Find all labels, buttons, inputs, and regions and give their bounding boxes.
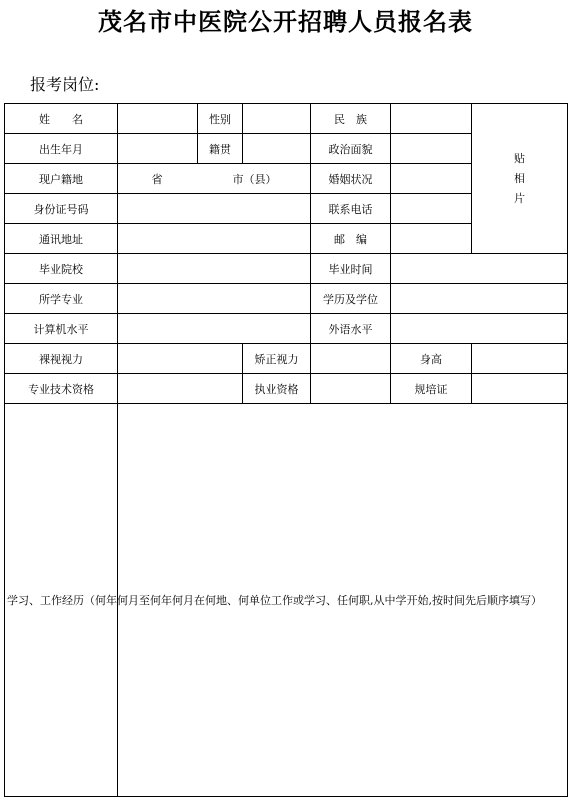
computer-field[interactable] <box>118 314 311 344</box>
gender-label: 性别 <box>198 104 243 134</box>
major-field[interactable] <box>118 284 311 314</box>
native-place-field[interactable] <box>243 134 311 164</box>
applied-position-label: 报考岗位: <box>30 75 100 94</box>
marital-field[interactable] <box>391 164 472 194</box>
household-field[interactable] <box>118 164 311 194</box>
ethnicity-label: 民 族 <box>311 104 391 134</box>
address-label: 通讯地址 <box>5 224 118 254</box>
id-number-label: 身份证号码 <box>5 194 118 224</box>
photo-char-3: 片 <box>514 191 525 205</box>
school-label: 毕业院校 <box>5 254 118 284</box>
photo-area[interactable] <box>472 104 568 254</box>
grad-time-field[interactable] <box>391 254 568 284</box>
computer-label: 计算机水平 <box>5 314 118 344</box>
naked-vision-field[interactable] <box>118 344 243 374</box>
resume-label: 学习、工作经历（何年何月至何年何月在何地、何单位工作或学习、任何职,从中学开始,按时间先后顺序填写） <box>5 404 118 797</box>
id-number-field[interactable] <box>118 194 311 224</box>
native-place-label: 籍贯 <box>198 134 243 164</box>
tech-qual-field[interactable] <box>118 374 243 404</box>
grad-time-label: 毕业时间 <box>311 254 391 284</box>
birth-label: 出生年月 <box>5 134 118 164</box>
page-title: 茂名市中医院公开招聘人员报名表 <box>98 8 473 36</box>
degree-field[interactable] <box>391 284 568 314</box>
name-label: 姓 名 <box>5 104 118 134</box>
practice-qual-field[interactable] <box>311 374 391 404</box>
political-status-field[interactable] <box>391 134 472 164</box>
photo-char-1: 贴 <box>514 151 525 165</box>
province-text: 省 <box>151 172 163 186</box>
postcode-field[interactable] <box>391 224 472 254</box>
language-field[interactable] <box>391 314 568 344</box>
address-field[interactable] <box>118 224 311 254</box>
height-label: 身高 <box>391 344 472 374</box>
practice-qual-label: 执业资格 <box>243 374 311 404</box>
ethnicity-field[interactable] <box>391 104 472 134</box>
gender-field[interactable] <box>243 104 311 134</box>
birth-field[interactable] <box>118 134 198 164</box>
degree-label: 学历及学位 <box>311 284 391 314</box>
corrected-vision-label: 矫正视力 <box>243 344 311 374</box>
language-label: 外语水平 <box>311 314 391 344</box>
training-cert-field[interactable] <box>472 374 568 404</box>
height-field[interactable] <box>472 344 568 374</box>
naked-vision-label: 裸视视力 <box>5 344 118 374</box>
tech-qual-label: 专业技术资格 <box>5 374 118 404</box>
corrected-vision-field[interactable] <box>311 344 391 374</box>
major-label: 所学专业 <box>5 284 118 314</box>
name-field[interactable] <box>118 104 198 134</box>
registration-form-table <box>4 103 568 797</box>
phone-field[interactable] <box>391 194 472 224</box>
phone-label: 联系电话 <box>311 194 391 224</box>
city-text: 市（县） <box>232 172 277 186</box>
school-field[interactable] <box>118 254 311 284</box>
marital-label: 婚姻状况 <box>311 164 391 194</box>
postcode-label: 邮 编 <box>311 224 391 254</box>
photo-char-2: 相 <box>514 171 525 185</box>
household-label: 现户籍地 <box>5 164 118 194</box>
training-cert-label: 规培证 <box>391 374 472 404</box>
political-status-label: 政治面貌 <box>311 134 391 164</box>
